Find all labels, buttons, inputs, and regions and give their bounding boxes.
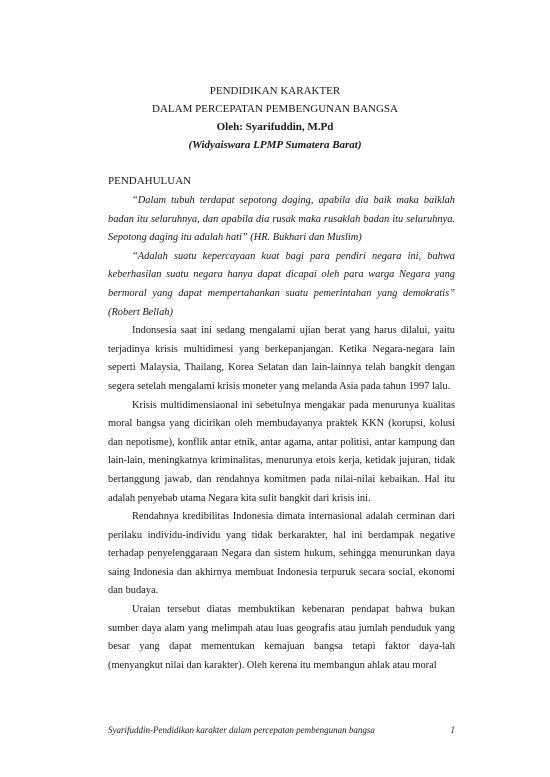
affiliation-line: (Widyaiswara LPMP Sumatera Barat) [188,139,362,151]
body-paragraph: Uraian tersebut diatas membuktikan kebenaran pendapat bahwa bukan sumber daya alam yang melimpah atau luas geografis atau jumlah penduduk yang besar yang dapat mementukan kemajuan bangsa tetapi faktor daya-lah (menyangkut nilai dan karakter). Oleh kerena itu membangun ahlak atau moral [108,604,455,671]
body-paragraph: Rendahnya kredibilitas Indonesia dimata internasional adalah cerminan dari perilaku individu-individu yang tidak berkarakter, hal ini berdampak negative terhadap penyelenggaraan Negara dan sistem hukum, sehingga menurunkan daya saing Indonesia dan akhirnya membuat Indonesia terpuruk secara social, ekonomi dan budaya. [108,511,455,597]
author-line: Oleh: Syarifuddin, M.Pd [216,121,334,133]
body-text [108,192,455,675]
quote-paragraph: “Adalah suatu kepercayaan kuat bagi para pendiri negara ini, bahwa keberhasilan suatu negara hanya dapat dicapai oleh para warga Negara yang bermoral yang dapat mempertahankan suatu pemerintahan yang demokratis” (Robert Bellah) [108,250,455,318]
page-footer [108,725,455,735]
page-number: 1 [450,725,455,735]
footer-text: Syarifuddin-Pendidikan karakter dalam percepatan pembengunan bangsa [108,725,375,735]
quote-paragraph: “Dalam tubuh terdapat sepotong daging, apabila dia baik maka baiklah badan itu seluruhnya, dan apabila dia rusak maka rusaklah badan itu seluruhnya. Sepotong daging itu adalah hati” (HR. Bukhari dan Muslim) [108,195,455,244]
body-paragraph: Krisis multidimensiaonal ini sebetulnya mengakar pada menurunya kualitas moral bangsa yang dicirikan oleh membudayanya praktek KKN (korupsi, kolusi dan nepotisme), konflik antar etnik, antar agama, antar politisi, antar kampung dan lain-lain, meningkatnya kriminalitas, menurunya etois kerja, ketidak jujuran, tidak bertanggung jawab, dan rendahnya komitmen pada nilai-nilai kebaikan. Hal itu adalah penyebab utama Negara kita sulit bangkit dari krisis ini. [108,399,455,504]
section-heading: PENDAHULUAN [108,175,192,187]
document-title-line-1: PENDIDIKAN KARAKTER [209,85,341,97]
body-paragraph: Indonsesia saat ini sedang mengalami ujian berat yang harus dilalui, yaitu terjadinya krisis multidimesi yang berkepanjangan. Ketika Negara-negara lain seperti Malaysia, Thailang, Korea Selatan dan lain-lainnya telah bangkit dengan segera setelah mengalami krisis moneter yang melanda Asia pada tahun 1997 lalu. [108,325,455,392]
document-title-line-2: DALAM PERCEPATAN PEMBENGUNAN BANGSA [152,103,398,115]
